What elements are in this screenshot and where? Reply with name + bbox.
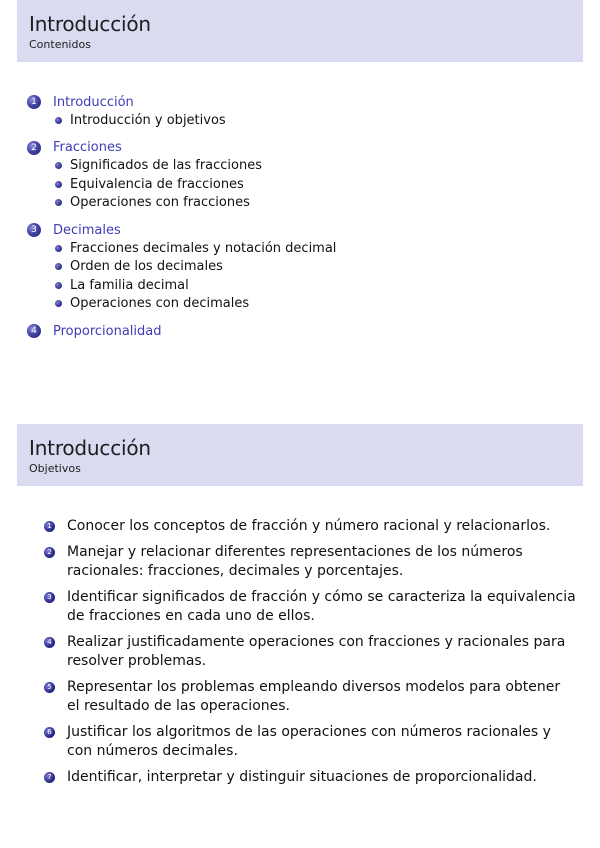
bullet-icon bbox=[55, 282, 62, 289]
toc-subsection[interactable]: Orden de los decimales bbox=[27, 258, 583, 277]
enumeration-ball-icon: 6 bbox=[44, 727, 55, 738]
slide-subtitle: Objetivos bbox=[29, 462, 81, 475]
slide-header bbox=[17, 0, 583, 62]
section-number-ball-icon: 3 bbox=[27, 223, 41, 237]
toc-section bbox=[27, 221, 583, 313]
objective-item bbox=[44, 768, 576, 787]
toc-subsection[interactable]: Introducción y objetivos bbox=[27, 111, 583, 130]
bullet-icon bbox=[55, 300, 62, 307]
toc-subsection[interactable]: Equivalencia de fracciones bbox=[27, 175, 583, 194]
section-number-ball-icon: 2 bbox=[27, 141, 41, 155]
objective-item bbox=[44, 588, 576, 626]
toc-section-link[interactable]: Fracciones bbox=[53, 140, 122, 155]
objective-item bbox=[44, 678, 576, 716]
objective-item bbox=[44, 633, 576, 671]
enumeration-ball-icon: 3 bbox=[44, 592, 55, 603]
bullet-icon bbox=[55, 245, 62, 252]
objective-text: Conocer los conceptos de fracción y número racional y relacionarlos. bbox=[67, 518, 551, 534]
objective-item bbox=[44, 517, 576, 536]
objectives-list bbox=[44, 517, 576, 794]
toc-section-link[interactable]: Decimales bbox=[53, 222, 121, 238]
toc-subsection[interactable]: La familia decimal bbox=[27, 276, 583, 295]
objective-text: Justificar los algoritmos de las operaciones con números racionales y con números decimales. bbox=[67, 724, 551, 759]
section-number-ball-icon: 1 bbox=[27, 95, 41, 109]
enumeration-ball-icon: 2 bbox=[44, 547, 55, 558]
slide-objetivos bbox=[17, 424, 583, 824]
objective-item bbox=[44, 543, 576, 581]
bullet-icon bbox=[55, 117, 62, 124]
toc-subsection[interactable]: Operaciones con fracciones bbox=[27, 194, 583, 213]
slide-title: Introducción bbox=[29, 12, 151, 36]
bullet-icon bbox=[55, 263, 62, 270]
objective-text: Manejar y relacionar diferentes representaciones de los números racionales: fracciones, decimales y porcentajes. bbox=[67, 544, 523, 579]
enumeration-ball-icon: 1 bbox=[44, 521, 55, 532]
objective-text: Identificar, interpretar y distinguir situaciones de proporcionalidad. bbox=[67, 769, 537, 785]
objective-text: Representar los problemas empleando diversos modelos para obtener el resultado de las operaciones. bbox=[67, 679, 561, 714]
bullet-icon bbox=[55, 181, 62, 188]
slide-contenidos bbox=[17, 0, 583, 400]
toc-section-link[interactable]: Introducción bbox=[53, 94, 134, 110]
toc-section-link[interactable]: Proporcionalidad bbox=[53, 323, 162, 339]
toc-subsection[interactable]: Fracciones decimales y notación decimal bbox=[27, 239, 583, 258]
toc-subsection[interactable]: Significados de las fracciones bbox=[27, 157, 583, 176]
table-of-contents bbox=[27, 93, 583, 349]
toc-subsection[interactable]: Operaciones con decimales bbox=[27, 295, 583, 314]
enumeration-ball-icon: 4 bbox=[44, 637, 55, 648]
objective-text: Realizar justificadamente operaciones con fracciones y racionales para resolver problemas. bbox=[67, 634, 566, 669]
bullet-icon bbox=[55, 162, 62, 169]
objective-text: Identificar significados de fracción y cómo se caracteriza la equivalencia de fracciones en cada uno de ellos. bbox=[67, 589, 576, 624]
toc-section bbox=[27, 139, 583, 213]
section-number-ball-icon: 4 bbox=[27, 324, 41, 338]
slide-subtitle: Contenidos bbox=[29, 38, 91, 51]
bullet-icon bbox=[55, 199, 62, 206]
slide-header bbox=[17, 424, 583, 486]
enumeration-ball-icon: 7 bbox=[44, 772, 55, 783]
enumeration-ball-icon: 5 bbox=[44, 682, 55, 693]
objective-item bbox=[44, 723, 576, 761]
toc-section bbox=[27, 93, 583, 130]
toc-section bbox=[27, 322, 583, 340]
slide-title: Introducción bbox=[29, 436, 151, 460]
